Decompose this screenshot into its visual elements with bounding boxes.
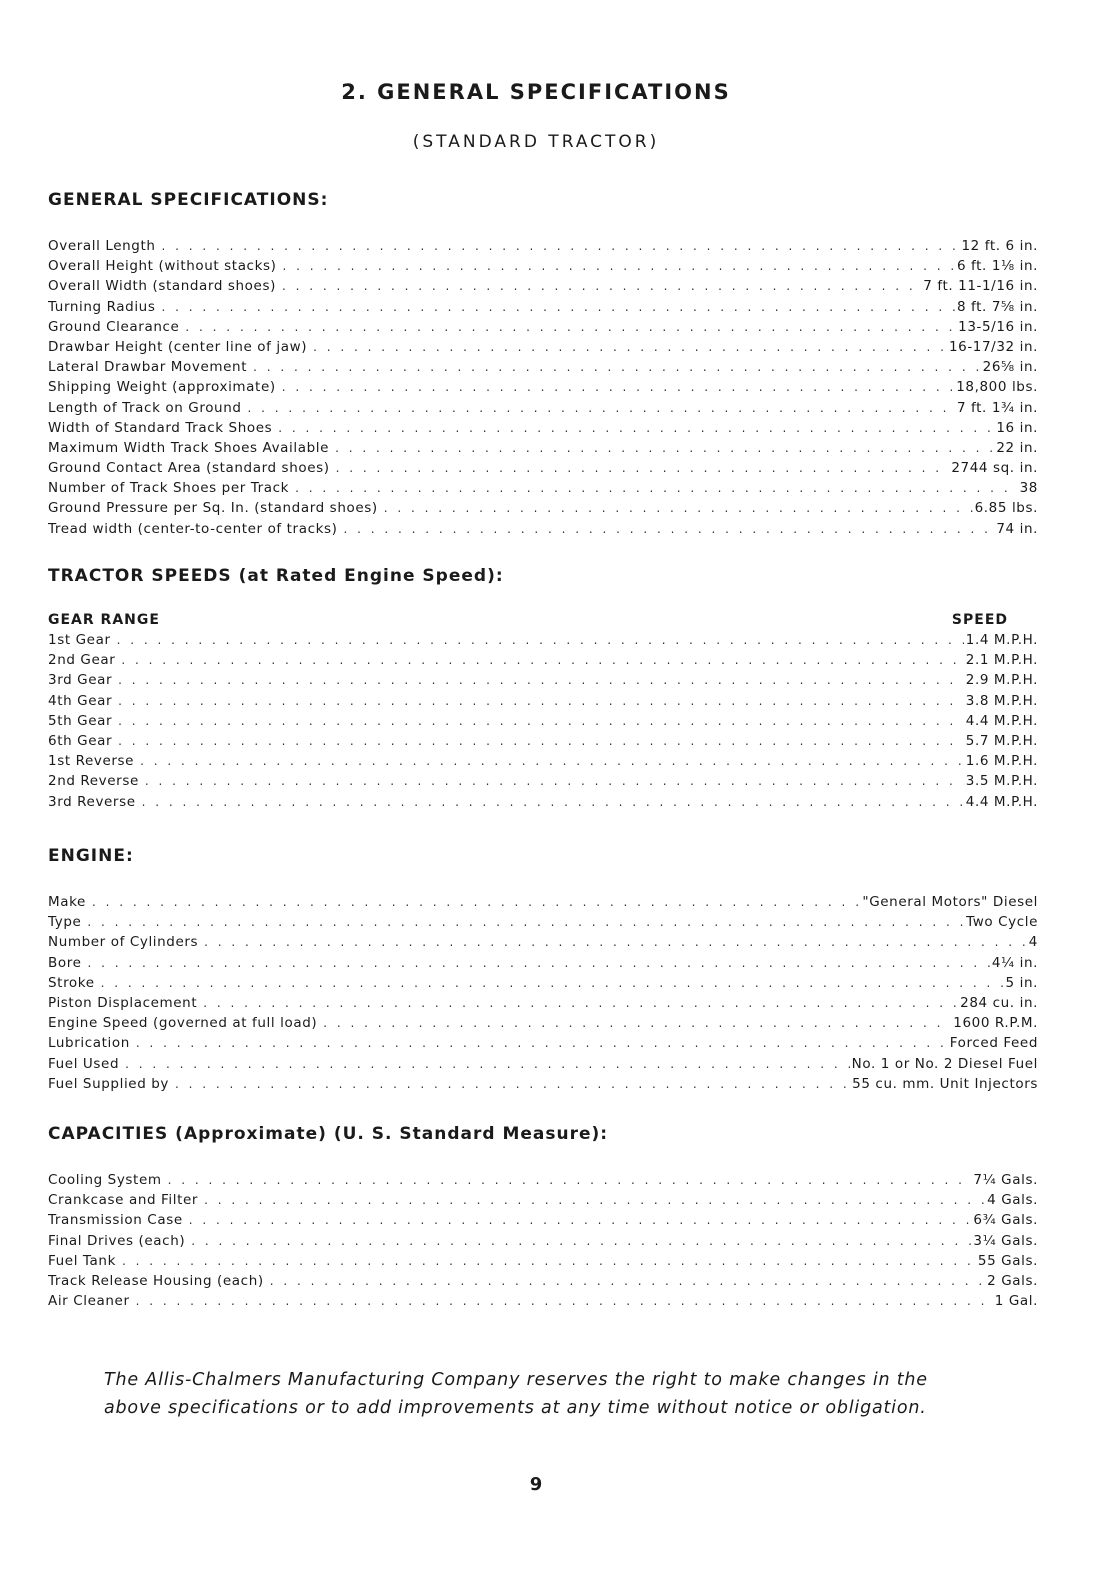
dot-leader [121,653,963,667]
spec-value: 2.1 M.P.H. [965,652,1038,669]
spec-label: 1st Gear [48,632,111,648]
spec-label: Fuel Supplied by [48,1075,170,1092]
dot-leader [118,714,964,728]
page-title: 2. GENERAL SPECIFICATIONS [341,80,731,104]
gear-range-header: GEAR RANGE [48,612,160,628]
spec-row [48,693,1038,713]
spec-row [48,238,1038,258]
spec-row [48,1172,1038,1192]
spec-value: 4.4 M.P.H. [965,793,1038,810]
column-headers [48,612,1038,628]
spec-value: 55 cu. mm. Unit Injectors [852,1075,1038,1092]
spec-row [48,1192,1038,1212]
page-number: 9 [529,1474,543,1495]
spec-label: 4th Gear [48,692,113,709]
dot-leader [136,1294,993,1308]
spec-value: 74 in. [996,520,1038,537]
spec-value: 6 ft. 1⅛ in. [956,258,1038,275]
spec-label: Overall Height (without stacks) [48,258,277,275]
spec-label: Number of Cylinders [48,934,199,951]
spec-value: 4 Gals. [987,1192,1038,1209]
spec-value: No. 1 or No. 2 Diesel Fuel [851,1055,1038,1072]
dot-leader [118,734,964,748]
spec-value: 3.8 M.P.H. [965,692,1038,709]
spec-value: 2744 sq. in. [951,460,1038,477]
dot-leader [384,501,973,515]
general-specifications-section [48,190,1038,541]
section-heading: TRACTOR SPEEDS (at Rated Engine Speed): [48,566,504,586]
spec-row [48,258,1038,278]
dot-leader [270,1274,985,1288]
spec-row [48,460,1038,480]
dot-leader [313,340,947,354]
section-heading: CAPACITIES (Approximate) (U. S. Standard Measure): [48,1124,609,1144]
spec-row [48,894,1038,914]
dot-leader [335,441,994,455]
spec-row [48,713,1038,733]
spec-label: Drawbar Height (center line of jaw) [48,338,308,355]
spec-label: Ground Contact Area (standard shoes) [48,460,330,477]
spec-label: Shipping Weight (approximate) [48,379,276,396]
spec-value: 4.4 M.P.H. [965,712,1038,729]
dot-leader [248,401,955,415]
dot-leader [117,633,964,647]
spec-value: 38 [1019,480,1038,497]
spec-value: 4¼ in. [991,954,1038,971]
spec-label: Number of Track Shoes per Track [48,480,290,497]
dot-leader [282,380,955,394]
spec-row [48,914,1038,934]
spec-label: Cooling System [48,1172,162,1188]
spec-value: 1.6 M.P.H. [965,753,1038,770]
dot-leader [92,895,860,909]
spec-label: Turning Radius [48,298,156,315]
spec-value: 1600 R.P.M. [953,1015,1038,1032]
spec-label: Fuel Tank [48,1252,116,1269]
dot-leader [168,1173,972,1187]
spec-row [48,1253,1038,1273]
dot-leader [336,461,950,475]
spec-row [48,1035,1038,1055]
spec-list [48,1172,1038,1313]
spec-row [48,672,1038,692]
spec-row [48,753,1038,773]
dot-leader [344,522,995,536]
spec-value: 6¾ Gals. [973,1212,1038,1229]
spec-row [48,1212,1038,1232]
spec-label: Type [48,914,82,931]
spec-value: 1.4 M.P.H. [965,632,1038,648]
spec-label: Overall Length [48,238,156,254]
dot-leader [278,421,994,435]
capacities-section [48,1124,1038,1313]
spec-row [48,652,1038,672]
spec-value: 5.7 M.P.H. [965,732,1038,749]
spec-label: 2nd Gear [48,652,116,669]
spec-value: "General Motors" Diesel [862,894,1038,910]
spec-label: Engine Speed (governed at full load) [48,1015,318,1032]
spec-row [48,773,1038,793]
engine-section [48,846,1038,1096]
spec-row [48,733,1038,753]
dot-leader [162,239,960,253]
dot-leader [189,1213,972,1227]
spec-list [48,238,1038,541]
spec-row [48,420,1038,440]
spec-label: Ground Pressure per Sq. In. (standard shoes) [48,500,378,517]
spec-row [48,975,1038,995]
spec-label: Tread width (center-to-center of tracks) [48,520,338,537]
dot-leader [142,795,964,809]
spec-value: 13-5/16 in. [958,318,1038,335]
dot-leader [282,279,921,293]
spec-label: 5th Gear [48,712,113,729]
spec-value: Forced Feed [949,1035,1038,1052]
spec-label: Overall Width (standard shoes) [48,278,276,295]
spec-label: Length of Track on Ground [48,399,242,416]
spec-label: Transmission Case [48,1212,183,1229]
dot-leader [253,360,981,374]
spec-value: 1 Gal. [994,1293,1038,1310]
spec-row [48,521,1038,541]
spec-row [48,319,1038,339]
speed-list [48,632,1038,814]
spec-value: 284 cu. in. [960,994,1038,1011]
spec-value: 2 Gals. [987,1272,1038,1289]
spec-row [48,1076,1038,1096]
disclaimer-note: The Allis-Chalmers Manufacturing Company reserves the right to make changes in the above specifications or to add improvements at any time without notice or obligation. [104,1370,928,1418]
spec-row [48,1273,1038,1293]
spec-value: 7 ft. 1¾ in. [956,399,1038,416]
dot-leader [175,1077,850,1091]
spec-value: 6.85 lbs. [974,500,1038,517]
dot-leader [101,976,1004,990]
spec-row [48,934,1038,954]
spec-label: Maximum Width Track Shoes Available [48,439,330,456]
spec-label: Final Drives (each) [48,1232,186,1249]
spec-row [48,480,1038,500]
spec-value: 2.9 M.P.H. [965,672,1038,689]
dot-leader [118,694,964,708]
spec-label: 2nd Reverse [48,773,139,790]
dot-leader [323,1016,951,1030]
spec-label: Fuel Used [48,1055,120,1072]
spec-value: Two Cycle [966,914,1038,931]
dot-leader [145,774,964,788]
spec-label: Lubrication [48,1035,130,1052]
speed-header: SPEED [951,612,1008,628]
spec-label: Air Cleaner [48,1293,130,1310]
spec-label: 3rd Gear [48,672,113,689]
spec-value: 3.5 M.P.H. [965,773,1038,790]
spec-row [48,359,1038,379]
spec-value: 18,800 lbs. [956,379,1038,396]
spec-label: Lateral Drawbar Movement [48,359,248,376]
spec-row [48,995,1038,1015]
dot-leader [125,1057,850,1071]
spec-label: Crankcase and Filter [48,1192,199,1209]
spec-value: 55 Gals. [977,1252,1038,1269]
section-heading: ENGINE: [48,846,134,866]
spec-row [48,1233,1038,1253]
spec-label: Stroke [48,974,95,991]
spec-label: Bore [48,954,82,971]
spec-value: 22 in. [996,439,1038,456]
spec-value: 8 ft. 7⅝ in. [956,298,1038,315]
spec-row [48,400,1038,420]
spec-row [48,955,1038,975]
dot-leader [204,935,1027,949]
spec-label: 6th Gear [48,732,113,749]
section-heading: GENERAL SPECIFICATIONS: [48,190,329,210]
dot-leader [185,320,956,334]
dot-leader [87,915,964,929]
spec-row [48,500,1038,520]
dot-leader [118,673,964,687]
dot-leader [122,1254,976,1268]
dot-leader [136,1036,948,1050]
spec-label: 3rd Reverse [48,793,136,810]
dot-leader [295,481,1018,495]
spec-row [48,339,1038,359]
spec-row [48,794,1038,814]
spec-row [48,379,1038,399]
dot-leader [204,1193,985,1207]
spec-list [48,894,1038,1096]
spec-value: 5 in. [1005,974,1038,991]
page-subtitle: (STANDARD TRACTOR) [412,132,660,152]
spec-label: Piston Displacement [48,994,198,1011]
spec-label: Make [48,894,86,910]
spec-value: 16 in. [996,419,1038,436]
dot-leader [140,754,964,768]
spec-value: 26⅝ in. [982,359,1038,376]
spec-label: Width of Standard Track Shoes [48,419,273,436]
spec-value: 12 ft. 6 in. [961,238,1038,254]
spec-row [48,632,1038,652]
spec-value: 4 [1028,934,1038,951]
spec-label: Ground Clearance [48,318,180,335]
spec-row [48,299,1038,319]
dot-leader [283,259,955,273]
dot-leader [203,996,958,1010]
dot-leader [87,956,989,970]
spec-row [48,1056,1038,1076]
tractor-speeds-section [48,566,1038,814]
spec-label: 1st Reverse [48,753,135,770]
spec-value: 7 ft. 11-1/16 in. [923,278,1038,295]
dot-leader [191,1234,971,1248]
dot-leader [161,300,954,314]
spec-value: 16-17/32 in. [948,338,1038,355]
spec-row [48,1015,1038,1035]
spec-label: Track Release Housing (each) [48,1272,264,1289]
spec-value: 3¼ Gals. [973,1232,1038,1249]
spec-row [48,440,1038,460]
spec-value: 7¼ Gals. [973,1172,1038,1188]
spec-row [48,1293,1038,1313]
spec-row [48,278,1038,298]
